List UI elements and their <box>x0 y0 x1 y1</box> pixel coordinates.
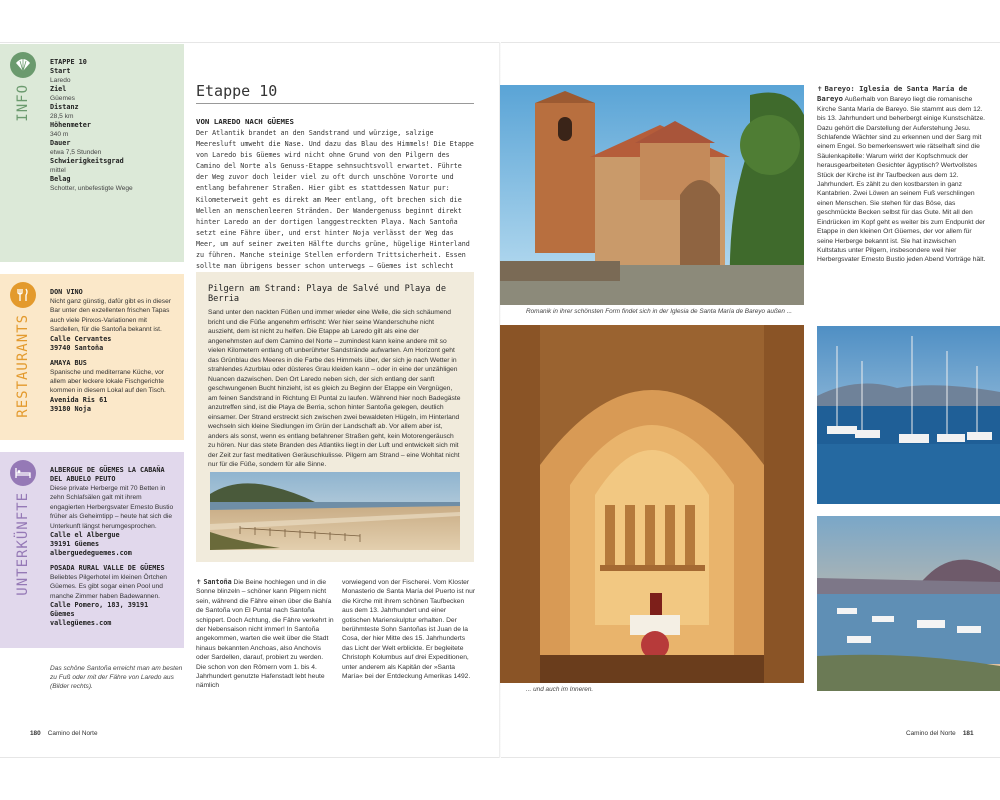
pilgrim-icon: ✝ <box>196 579 202 586</box>
page-number-right: Camino del Norte 181 <box>906 730 974 737</box>
scallop-shell-icon <box>10 52 36 78</box>
belag-value: Schotter, unbefestigte Wege <box>50 185 133 192</box>
church-exterior-photo <box>500 85 804 305</box>
dauer-key: Dauer <box>50 139 71 147</box>
unterkunft-1-zip: 39191 Güemes <box>50 540 100 549</box>
beach-title: Pilgern am Strand: Playa de Salvé und Playa de Berria <box>208 284 446 304</box>
info-label-strip <box>6 44 40 262</box>
santona-column-a <box>196 578 334 691</box>
restaurant-2-text: Spanische und mediterrane Küche, vor allem aber leckere lokale Fischgerichte kommen in diesem Lokal auf den Tisch. <box>50 368 166 395</box>
etappe-section <box>196 82 474 283</box>
santona-caption: Das schöne Santoña erreicht man am besten zu Fuß oder mit der Fähre von Laredo aus (Bilder rechts). <box>50 665 183 690</box>
unterkunft-1-address: Calle el Albergue <box>50 531 120 540</box>
bareyo-section <box>817 84 987 265</box>
unterkunft-2-text: Beliebtes Pilgerhotel im kleinen Örtchen Güemes. Es gibt sogar einen Pool und manche Zimmer haben Badewannen. <box>50 574 167 600</box>
restaurant-2-zip: 39180 Noja <box>50 404 91 413</box>
running-head-right: Camino del Norte <box>906 730 956 737</box>
schwierig-value: mittel <box>50 167 66 174</box>
info-box <box>0 44 184 262</box>
unterkunft-2-address: Calle Pomero, 183, 39191 Güemes <box>50 601 149 619</box>
unterkunft-1-text: Diese private Herberge mit 70 Betten in zehn Schlafsälen galt mit ihrem engagierten Herbergsvater Ernesto Bustio früher als Geheimtipp – heute hat sich die Unterkunft längst herumgesprochen. <box>50 485 174 530</box>
ziel-key: Ziel <box>50 85 67 93</box>
bareyo-text: Außerhalb von Bareyo liegt die romanische Kirche Santa María de Bareyo. Sie stammt aus dem 12. bis 13. Jahrhundert und beherbergt einige Kunstschätze. Dazu gehört die Darstellung der Auferstehung Jesu. Schlafende Wächter sind zu erkennen und der Sarg mit einem Engel. So bemerkenswert wie rätselhaft sind die Säulenkapitelle: Warum wirkt der Kopfschmuck der herausgearbeiteten Gesichter ägyptisch? Wertvollstes Stück der Kirche ist ihr Taufbecken aus dem 12. Jahrhundert. Es zählt zu den kostbarsten in ganz Kantabrien. Zwei Löwen an seinem Fuß verschlingen einen Menschen. Sie stehen für das Böse, das geschmückte Becken selbst für das Gute. Mit all den Eindrücken im Kopf geht es weiter bis zum Endpunkt der Etappe in den kleinen Ort Güemes, der vor allem für seine Herberge bekannt ist. Sie hat inzwischen Kultstatus unter Pilgern, insbesondere weil hier Herbergsvater Ernesto Bustio jeden Abend Vorträge hält. <box>817 96 986 264</box>
unterkuenfte-label-strip <box>6 452 40 648</box>
bareyo-title: Bareyo: Iglesia de Santa María de Bareyo <box>817 84 968 104</box>
start-value: Laredo <box>50 77 71 84</box>
bay-sunset-photo <box>817 516 1000 691</box>
bed-icon <box>10 460 36 486</box>
distanz-value: 28,5 km <box>50 113 74 120</box>
santona-title: Santoña <box>203 578 232 586</box>
restaurant-1-text: Nicht ganz günstig, dafür gibt es in dieser Bar unter den exzellenten frischen Tapas auch viele Pinxos-Variationen mit Sardellen, für die Santoña bekannt ist. <box>50 298 171 334</box>
info-label: INFO <box>15 84 31 122</box>
church-interior-photo <box>500 325 804 683</box>
dauer-value: etwa 7,5 Stunden <box>50 149 102 156</box>
restaurant-1-name: DON VINO <box>50 288 83 296</box>
restaurant-2-name: AMAYA BUS <box>50 358 87 367</box>
beach-photo <box>210 472 460 550</box>
unterkunft-2-web[interactable]: vallegüemes.com <box>50 619 112 628</box>
restaurants-label-strip <box>6 274 40 440</box>
hoehe-value: 340 m <box>50 131 69 138</box>
unterkunft-2-name: POSADA RURAL VALLE DE GÜEMES <box>50 564 165 573</box>
unterkuenfte-label: UNTERKÜNFTE <box>15 492 31 596</box>
running-head-left: Camino del Norte <box>47 730 98 737</box>
church-caption: Romanik in ihrer schönsten Form findet sich in der Iglesia de Santa María de Bareyo außen ... <box>526 308 793 315</box>
distanz-key: Distanz <box>50 103 79 111</box>
page-number-left: 180 Camino del Norte <box>30 730 98 737</box>
santona-text-a: Die Beine hochlegen und in die Sonne blinzeln – schöner kann Pilgern nicht sein, während die Fähre einen über die Bahía de Santoña von El Puntal nach Santoña schippert. Doch Achtung, die Fähre verkehrt in der Nebensaison nicht immer! In Santoña angekommen, warten die weit über die Stadt hinaus bekannten Anchoas, also Anchovis oder Sardellen, darauf, probiert zu werden. Die schon von den Römern vom 1. bis 4. Jahrhundert genutzte Hafenstadt lebt heute nämlich <box>196 579 334 690</box>
harbor-photo <box>817 326 1000 504</box>
santona-text-b: vorwiegend von der Fischerei. Vom Kloster Monasterio de Santa María del Puerto ist nur die Kirche mit ihrem schönen Taufbecken aus dem 13. Jahrhundert und einer gotischen Marienskulptur erhalten. Der berühmteste Sohn Santoñas ist Juan de la Cosa, der hier Mitte des 15. Jahrhunderts das Licht der Welt erblickte. Er begleitete Christoph Kolumbus auf drei Expeditionen, unter anderem als Kapitän der »Santa María« bei der Entdeckung Amerikas 1492. <box>342 579 476 681</box>
fork-knife-icon <box>10 282 36 308</box>
belag-key: Belag <box>50 175 71 183</box>
beach-text: Sand unter den nackten Füßen und immer wieder eine Welle, die sich schäumend bricht und die Füße angenehm erfrischt: Wer hier seine Wanderschuhe nicht auszieht, dem ist nicht zu helfen. Die Etappe ab Laredo gilt als eine der angenehmsten auf dem Camino del Norte – zumindest kann keine andere mit so vielen Kilometern entlang oft unberührter Sandstrände aufwarten. Am Horizont geht das Grünblau des Meeres in die Farbe des Himmels über, der sich je nach Wetter in strahlendes Azurblau oder düsteres Grau kleiden kann – oder in eine der unzähligen Nuancen dazwischen. Den Ort Laredo neben sich, der sich entlang der sanft geschwungenen Bucht hinzieht, ist es gleich zu Beginn der Etappe ein Vergnügen, am feinen Sandstrand in Richtung El Puntal zu laufen. Während hier noch Badegäste anzutreffen sind, ist die Playa de Berria, schon hinter Santoña gelegen, deutlich einsamer. Der Strand erstreckt sich zwischen zwei bewaldeten Hügeln, im Hinterland wechseln sich kleine Siedlungen im Grün der Landschaft ab. Vor allem aber ist, anders als sonst, wenn es entlang befahrener Straßen geht, kein Motorengeräusch zu hören. Nur das stete Branden des Atlantiks liegt in der Luft und entwickelt sich mit der Zeit zur fast meditativen Geräuschkulisse. Pilgern am Strand – eine Wohltat nicht nur für die Füße, sondern für alle Sinne. <box>208 309 461 468</box>
interior-caption: ... und auch im Inneren. <box>526 686 594 693</box>
hoehe-key: Höhenmeter <box>50 121 91 129</box>
unterkunft-1-name: ALBERGUE DE GÜEMES LA CABAÑA DEL ABUELO PEUTO <box>50 466 165 483</box>
restaurants-box <box>0 274 184 440</box>
schwierig-key: Schwierigkeitsgrad <box>50 157 124 165</box>
stage-subtitle: VON LAREDO NACH GÜEMES <box>196 117 294 126</box>
ziel-value: Güemes <box>50 95 75 102</box>
restaurant-1-zip: 39740 Santoña <box>50 343 104 352</box>
etappe-label: ETAPPE 10 <box>50 58 87 66</box>
unterkunft-1-web[interactable]: alberguedeguemes.com <box>50 549 132 558</box>
intro-text: Der Atlantik brandet an den Sandstrand und würzige, salzige Meeresluft umweht die Nase. Und dazu das Blau des Himmels! Die Etappe von Laredo bis Güemes wird nicht ohne Grund von den Pilgern des Camino del Norte als Genuss-Etappe sehnsuchtsvoll erwartet. Führte der Weg zuvor doch leider viel zu oft durch unschöne Vororte und entlang befahrener Straßen. Hier gibt es stattdessen Natur pur: Kilometerweit geht es direkt am Meer entlang, oft brechen sich die Wellen an menschenleeren Stränden. Der Wandergenuss beginnt direkt hinter Laredo an der dortigen langgestreckten Playa. Nach Santoña setzt eine Fähre über, und erst hinter Noja verlässt der Weg das Meer, um auf seiner zweiten Hälfte durchs grüne, hügelige Hinterland zu führen. Manche steinige Stellen erfordern Trittsicherheit. Essen sollte man übrigens besser schon unterwegs – Güemes ist schlecht <box>196 129 474 271</box>
beach-box <box>196 272 474 562</box>
page-title: Etappe 10 <box>196 82 474 104</box>
restaurants-label: RESTAURANTS <box>15 314 31 418</box>
restaurant-1-address: Calle Cervantes <box>50 334 112 343</box>
santona-column-b <box>342 578 476 681</box>
restaurant-2-address: Avenida Ris 61 <box>50 395 108 404</box>
unterkuenfte-box <box>0 452 184 648</box>
start-key: Start <box>50 67 71 75</box>
pilgrim-icon: ✝ <box>817 86 823 93</box>
